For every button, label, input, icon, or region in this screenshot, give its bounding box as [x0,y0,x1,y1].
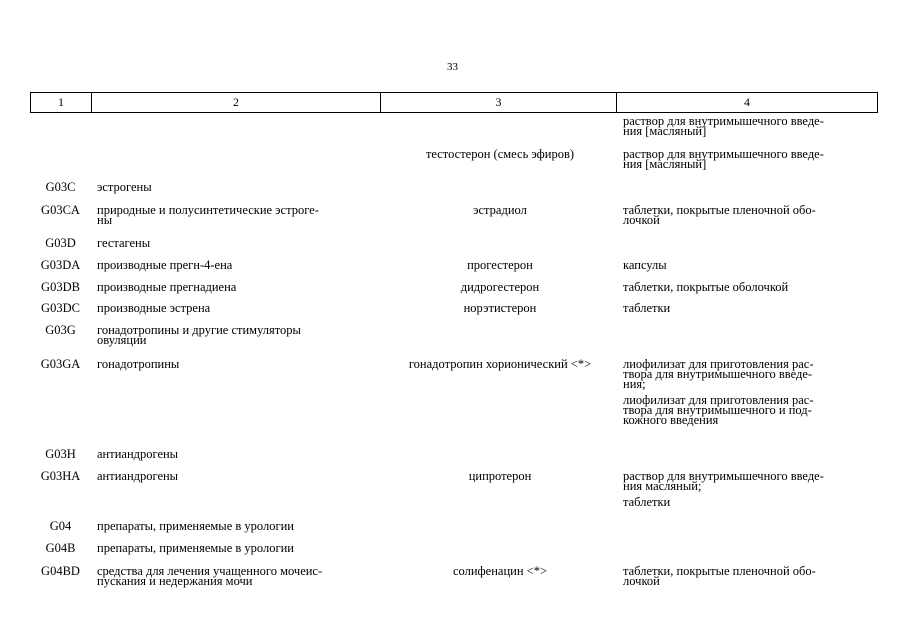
dosage-form [623,359,873,389]
dosage-form [623,205,873,225]
drug-name [384,359,616,369]
drug-name-text: эстрадиол [473,203,527,217]
dosage-form [623,566,873,586]
column-header-2: 2 [92,93,381,113]
dosage-form-line: раствор для внутримышечного введе- [623,114,824,128]
group-name-line: овуляции [97,333,147,347]
atc-code [30,325,91,335]
dosage-form [623,149,873,169]
atc-code-text: G03C [45,180,76,194]
dosage-form-line: таблетки [623,495,671,509]
group-name-line: гестагены [97,236,151,250]
group-name [97,471,379,481]
group-name-line: препараты, применяемые в урологии [97,541,294,555]
dosage-form-line: таблетки, покрытые пленочной обо- [623,203,816,217]
dosage-form-line: твора для внутримышечного и под- [623,403,812,417]
dosage-form [623,260,873,270]
drug-name [384,205,616,215]
drug-name-text: тестостерон (смесь эфиров) [425,147,575,161]
atc-code-text: G03DA [40,258,81,272]
drug-name [384,282,616,292]
drug-name-text: гонадотропин хорионический <*> [408,357,592,371]
dosage-form-line: ния масляный; [623,479,702,493]
group-name [97,543,379,553]
dosage-forms [623,566,873,586]
group-name-line: антиандрогены [97,469,179,483]
dosage-form-line: лиофилизат для приготовления рас- [623,393,814,407]
dosage-form [623,282,873,292]
atc-code [30,238,91,248]
dosage-forms [623,471,873,507]
atc-code [30,303,91,313]
dosage-form-line: кожного введения [623,413,719,427]
drug-name-text: ципротерон [468,469,532,483]
atc-code [30,282,91,292]
atc-code [30,260,91,270]
table-header [30,92,878,113]
group-name-line: гонадотропины и другие стимуляторы [97,323,301,337]
dosage-form-line: лочкой [623,213,660,227]
dosage-form [623,303,873,313]
group-name [97,521,379,531]
drug-name-text: дидрогестерон [460,280,540,294]
dosage-form-line: ния [масляный] [623,124,707,138]
group-name-line: производные эстрена [97,301,211,315]
atc-code [30,182,91,192]
dosage-form-line: ния [масляный] [623,157,707,171]
page-number: 33 [447,61,458,73]
atc-code-text: G04BD [41,564,80,578]
atc-code-text: G03G [45,323,76,337]
group-name [97,238,379,248]
atc-code-text: G03D [45,236,76,250]
dosage-form-line: лиофилизат для приготовления рас- [623,357,814,371]
group-name-line: природные и полусинтетические эстроге- [97,203,319,217]
dosage-forms [623,303,873,313]
dosage-forms [623,116,873,136]
atc-code [30,566,91,576]
group-name [97,325,379,345]
group-name [97,205,379,225]
atc-code-text: G03CA [41,203,80,217]
group-name [97,260,379,270]
drug-name [384,260,616,270]
dosage-forms [623,282,873,292]
dosage-form [623,395,873,425]
dosage-forms [623,260,873,270]
column-header-3: 3 [381,93,617,113]
dosage-form [623,471,873,491]
group-name-line: препараты, применяемые в урологии [97,519,294,533]
drug-name [384,566,616,576]
drug-name-text: норэтистерон [463,301,537,315]
atc-code-text: G04B [45,541,76,555]
group-name [97,282,379,292]
dosage-form [623,497,873,507]
dosage-form-line: твора для внутримышечного введе- [623,367,813,381]
dosage-form-line: таблетки, покрытые пленочной обо- [623,564,816,578]
dosage-forms [623,205,873,225]
group-name [97,182,379,192]
atc-code-text: G03DB [41,280,80,294]
atc-code [30,205,91,215]
drug-name-text: солифенацин <*> [453,564,547,578]
atc-code [30,471,91,481]
dosage-form [623,116,873,136]
group-name-line: производные прегн-4-ена [97,258,233,272]
drug-name [384,149,616,159]
atc-code-text: G03H [45,447,76,461]
atc-code [30,521,91,531]
group-name [97,449,379,459]
group-name [97,566,379,586]
atc-code [30,449,91,459]
group-name-line: гонадотропины [97,357,180,371]
group-name-line: ны [97,213,113,227]
group-name [97,359,379,369]
group-name-line: пускания и недержания мочи [97,574,253,588]
dosage-form-line: таблетки, покрытые оболочкой [623,280,789,294]
dosage-form-line: раствор для внутримышечного введе- [623,469,824,483]
group-name-line: средства для лечения учащенного мочеис- [97,564,323,578]
dosage-form-line: капсулы [623,258,667,272]
drug-name [384,471,616,481]
dosage-forms [623,149,873,169]
group-name-line: антиандрогены [97,447,179,461]
column-header-1: 1 [31,93,92,113]
column-header-4: 4 [617,93,878,113]
atc-code [30,359,91,369]
atc-code-text: G03HA [40,469,81,483]
dosage-form-line: лочкой [623,574,660,588]
atc-code-text: G03GA [40,357,81,371]
atc-code-text: G04 [49,519,72,533]
group-name [97,303,379,313]
drug-name-text: прогестерон [467,258,533,272]
dosage-forms [623,359,873,425]
atc-code-text: G03DC [41,301,80,315]
dosage-form-line: таблетки [623,301,671,315]
group-name-line: производные прегнадиена [97,280,237,294]
dosage-form-line: ния; [623,377,646,391]
group-name-line: эстрогены [97,180,152,194]
atc-code [30,543,91,553]
drug-name [384,303,616,313]
dosage-form-line: раствор для внутримышечного введе- [623,147,824,161]
